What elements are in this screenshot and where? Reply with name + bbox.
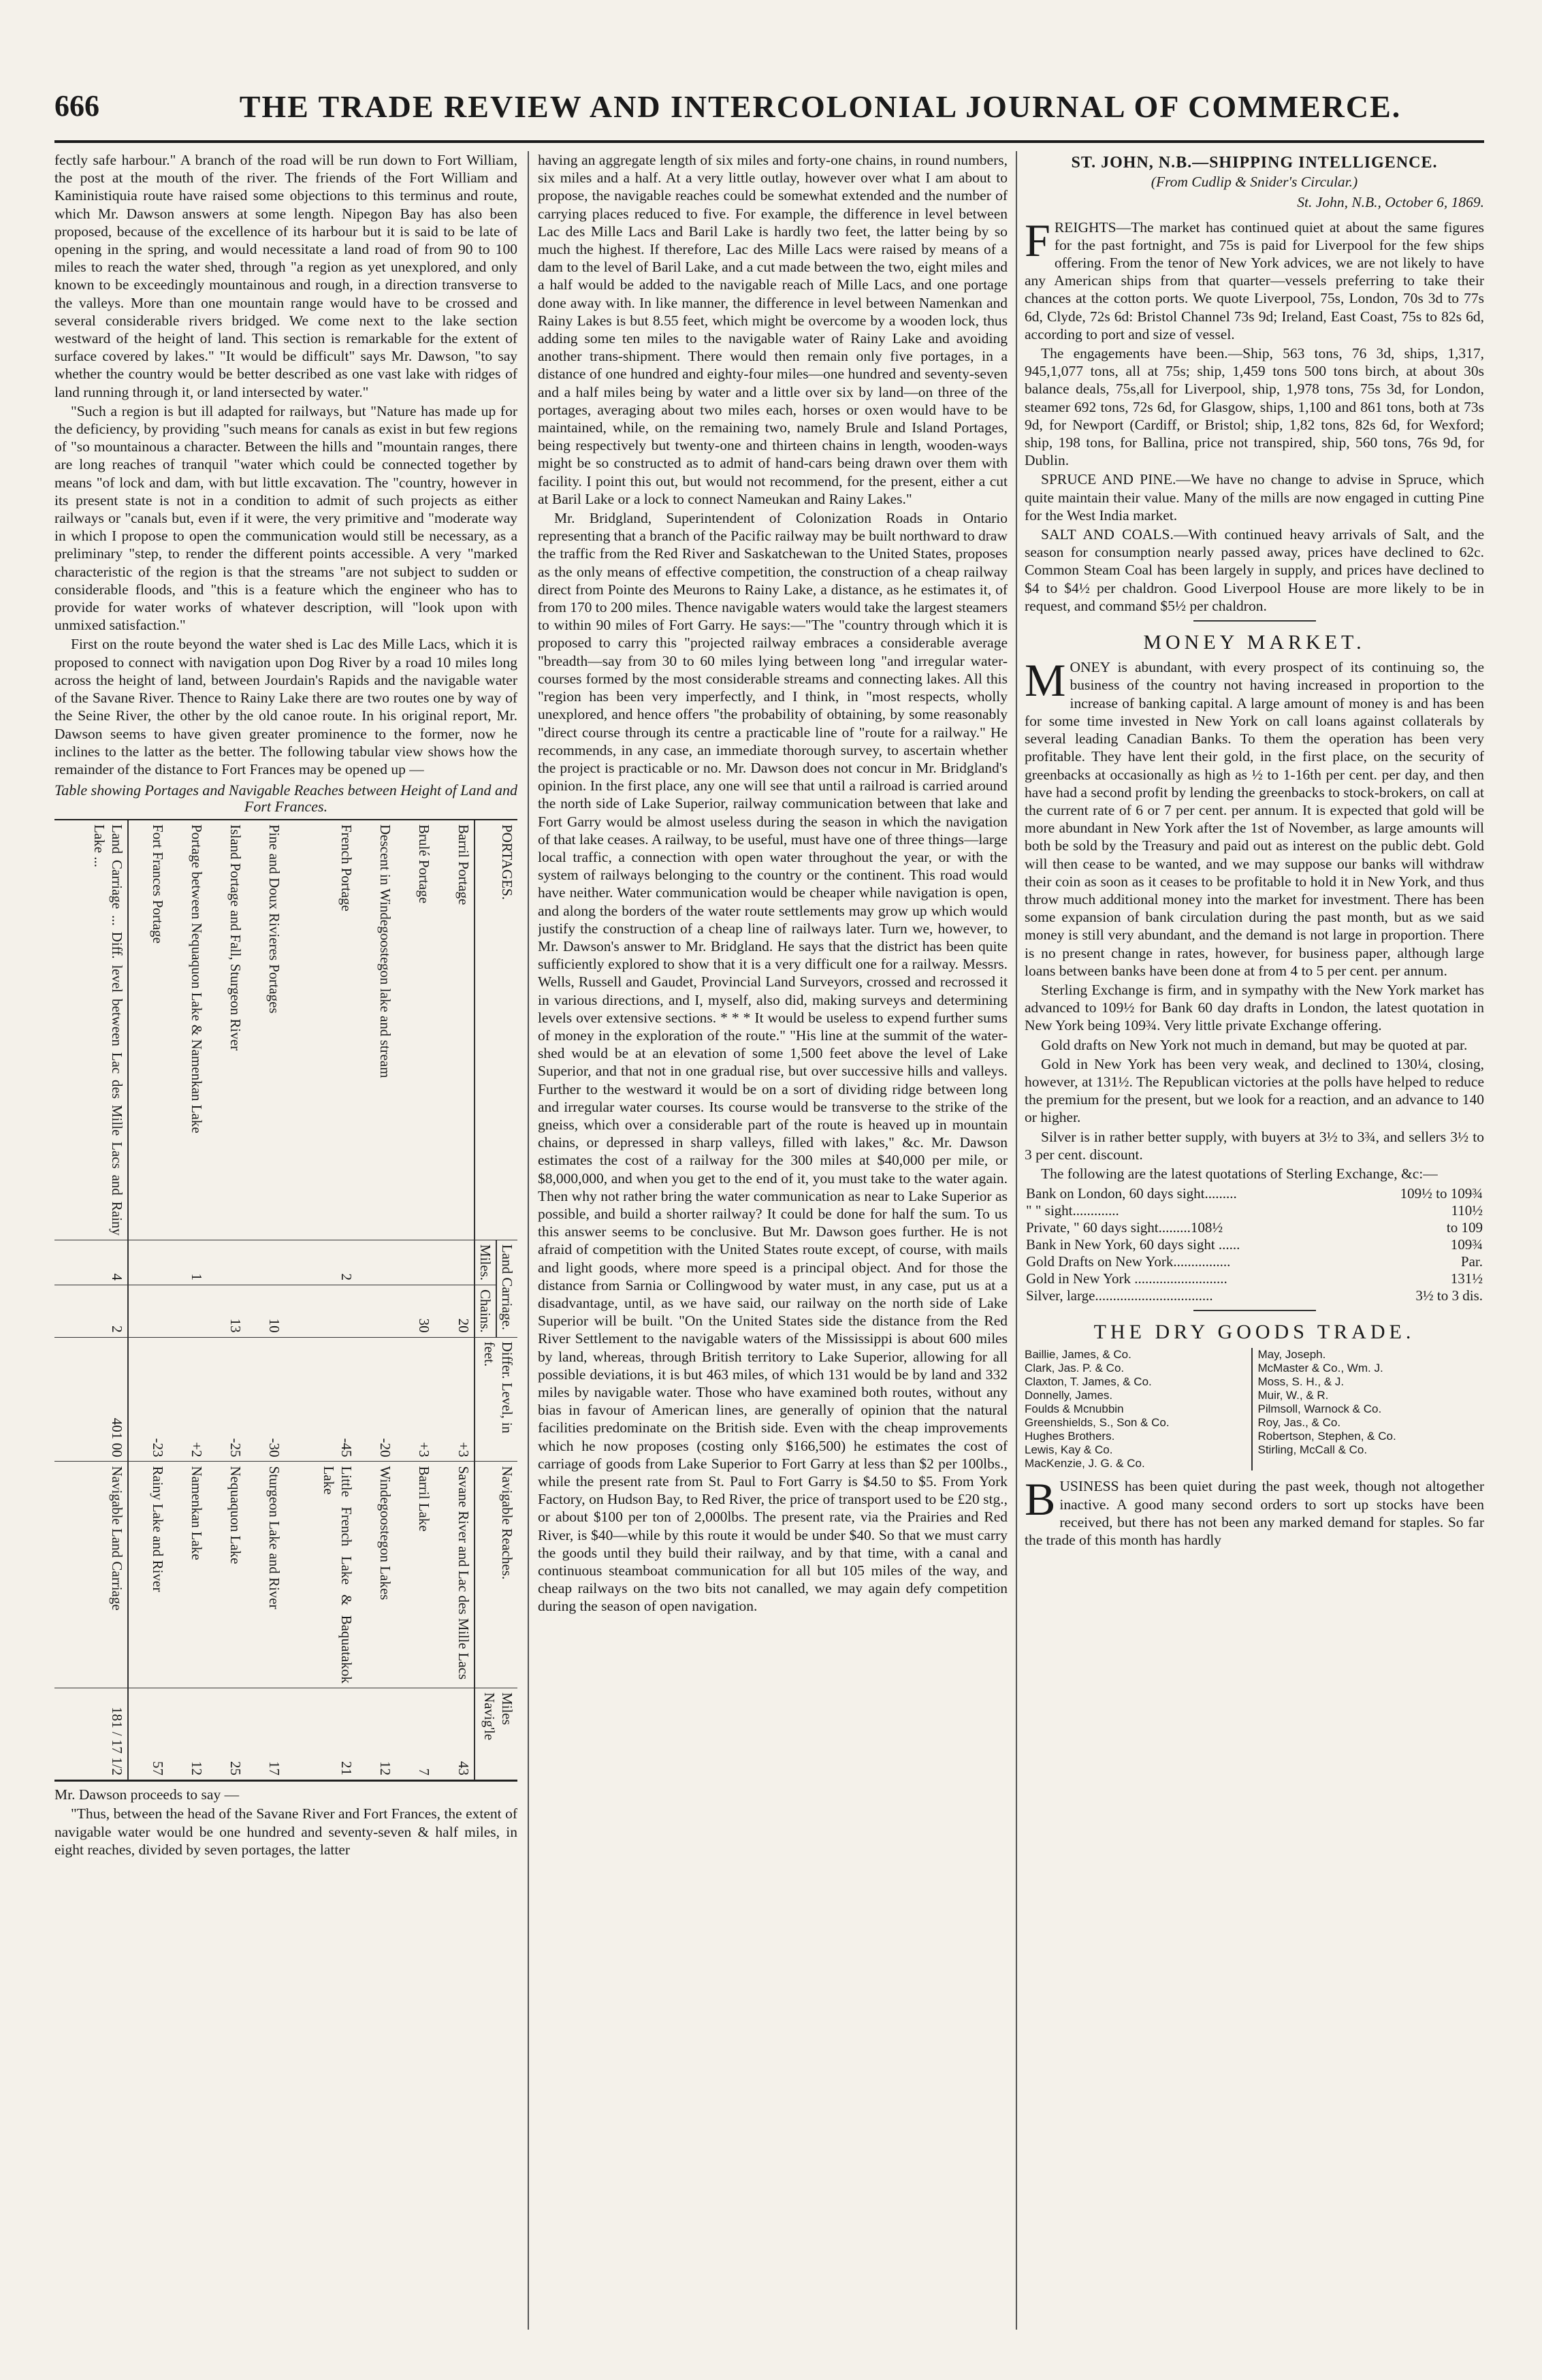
portage-miles: [246, 1240, 285, 1285]
column-divider: [528, 151, 529, 2330]
quote-value: 3½ to 3 dis.: [1415, 1287, 1483, 1304]
table-row: [246, 820, 285, 1780]
quote-value: 109¾: [1450, 1236, 1483, 1253]
firm-item: Stirling, McCall & Co.: [1257, 1443, 1368, 1457]
portage-chains: [357, 1285, 396, 1338]
reach-miles: 17: [246, 1688, 285, 1780]
money-paragraph-5: Silver is in rather better supply, with buyers at 3½ to 3¾, and sellers 3½ to 3 per cent. discount.: [1025, 1128, 1484, 1163]
portage-level: -20: [357, 1337, 396, 1462]
total-chains: 2: [54, 1285, 128, 1338]
table-total-row: [54, 820, 128, 1780]
portage-miles: [357, 1240, 396, 1285]
portage-name: Pine and Doux Rivieres Portages: [246, 820, 285, 1240]
shipping-section-title: ST. JOHN, N.B.—SHIPPING INTELLIGENCE.: [1071, 154, 1438, 172]
portage-name: Descent in Windegoostegon lake and stream: [357, 820, 396, 1240]
section-rule: [1193, 620, 1316, 622]
table-row: [128, 820, 168, 1780]
shipping-source: (From Cudlip & Snider's Circular.): [1151, 174, 1358, 191]
table-row: [285, 820, 357, 1780]
money-text-1: ONEY is abundant, with every prospect of its continuing so, the business of the country not having increased in proportion to the increase of banking capital. A large amount of money is and has been for some time invested in New York on call loans against collaterals by several leading Canadian Banks. To them the operation has been very profitable. They have lent their gold, in the first place, on the security of greenbacks at occasionally as high as ½ to 1-16th per cent. per day, and then have had a second profit by lending the greenbacks to stock-brokers, on call at the current rate of 6 or 7 per cent. per annum. It is expected that gold will be more abundant in New York after the 1st of November, as large amounts will both be sold by the Treasury and paid out as interest on the public debt. Gold will then cease to be wanted, and we may suppose our banks will withdraw their coin as soon as it ceases to be profitable to hold it in New York, and thus throw much additional money into the market for investment. There has been some expansion of bank circulation during the past month, but as we said money is still very abundant, and the demand is not large in proportion. There is no present change in rates, however, for business paper, although large loans between banks have been done at from 4 to 5 per cent. per annum.: [1025, 659, 1484, 979]
quote-row: [1025, 1287, 1484, 1304]
portage-miles: 1: [168, 1240, 207, 1285]
journal-title: THE TRADE REVIEW AND INTERCOLONIAL JOURNAL OF COMMERCE.: [239, 89, 1402, 124]
firm-item: Greenshields, S., Son & Co.: [1025, 1416, 1170, 1430]
reach-name: Nequaquon Lake: [207, 1462, 246, 1688]
dropcap-f: F: [1025, 214, 1050, 266]
col1-paragraph-4: Mr. Dawson proceeds to say —: [54, 1786, 240, 1803]
portage-chains: 10: [246, 1285, 285, 1338]
reach-name: Little French Lake & Baquatakok Lake: [285, 1462, 357, 1688]
portage-level: -25: [207, 1337, 246, 1462]
quote-label: Private, " 60 days sight.........108½: [1026, 1219, 1223, 1236]
column-3: [1025, 151, 1484, 2350]
firm-item: Clark, Jas. P. & Co.: [1025, 1362, 1125, 1375]
header-rule: [54, 140, 1484, 143]
reach-name: Sturgeon Lake and River: [246, 1462, 285, 1688]
money-market-title: MONEY MARKET.: [1143, 631, 1366, 654]
quote-value: 109½ to 109¾: [1400, 1185, 1483, 1202]
firm-item: Baillie, James, & Co.: [1025, 1348, 1131, 1362]
firm-item: Moss, S. H., & J.: [1257, 1375, 1345, 1389]
quote-value: Par.: [1460, 1253, 1483, 1270]
total-miles: 4: [54, 1240, 128, 1285]
reach-miles: 57: [128, 1688, 168, 1780]
portage-name: Brulé Portage: [396, 820, 434, 1240]
shipping-dateline: St. John, N.B., October 6, 1869.: [1297, 194, 1484, 211]
portage-miles: [128, 1240, 168, 1285]
total-nav: 181 / 17 1/2: [54, 1688, 128, 1780]
money-paragraph-3: Gold drafts on New York not much in demand, but may be quoted at par.: [1041, 1036, 1468, 1053]
reach-name: Savane River and Lac des Mille Lacs: [434, 1462, 475, 1688]
th-portages: PORTAGES.: [475, 820, 517, 1240]
dry-goods-title: THE DRY GOODS TRADE.: [1093, 1321, 1415, 1344]
total-label: Land Carriage ... Diff. level between Lac des Mille Lacs and Rainy Lake ...: [54, 820, 128, 1240]
portage-level: -23: [128, 1337, 168, 1462]
quote-row: [1025, 1236, 1484, 1253]
th-miles: Miles.: [475, 1240, 496, 1285]
firm-item: McMaster & Co., Wm. J.: [1257, 1362, 1383, 1375]
quote-row: [1025, 1185, 1484, 1202]
column-2: [538, 151, 1008, 2350]
reach-miles: 7: [396, 1688, 434, 1780]
column-divider: [1016, 151, 1017, 2330]
quote-label: " " sight.............: [1026, 1202, 1119, 1219]
salt-paragraph: SALT AND COALS.—With continued heavy arrivals of Salt, and the season for consumption nearly passed away, prices have declined to 62c. Common Steam Coal has been largely in supply, and prices have declined to $4 to $4½ per chaldron. Good Liverpool House are more likely to be in request, and command $5½ per chaldron.: [1025, 526, 1484, 614]
portage-name: Barril Portage: [434, 820, 475, 1240]
quotes-intro: The following are the latest quotations of Sterling Exchange, &c:—: [1041, 1165, 1438, 1182]
firm-item: MacKenzie, J. G. & Co.: [1025, 1457, 1145, 1470]
column-1: [54, 151, 517, 2350]
col1-paragraph-3: First on the route beyond the water shed is Lac des Mille Lacs, which it is proposed to connect with navigation upon Dog River by a road 10 miles long across the height of land, between Jourdain's Rapids and the navigable water of the Savane River. Thence to Rainy Lake there are two routes one by way of the Seine River, the other by the old canoe route. In his original report, Mr. Dawson seems to have given greater prominence to the former, now he inclines to the latter as the better. The following tabular view shows how the remainder of the distance to Fort Frances may be opened up —: [54, 636, 517, 777]
th-nav-miles: Miles Navig'le: [475, 1688, 517, 1780]
firm-item: Pilmsoll, Warnock & Co.: [1257, 1402, 1382, 1416]
money-paragraph-2: Sterling Exchange is firm, and in sympathy with the New York market has advanced to 109½ for Bank 60 day drafts in London, the latest quotation in New York being 109¾. Very little private Exchange offering.: [1025, 981, 1484, 1034]
portage-level: -45: [285, 1337, 357, 1462]
th-chains: Chains.: [475, 1285, 496, 1338]
portage-level: -30: [246, 1337, 285, 1462]
quote-row: [1025, 1219, 1484, 1236]
portage-miles: [434, 1240, 475, 1285]
freights-text: REIGHTS—The market has continued quiet at about the same figures for the past fortnight, and 75s is paid for Liverpool for the few ships offering. From the tenor of New York advices, we are not likely to have any American ships from that quarter—vessels preferring to take their chances at the cotton ports. We quote Liverpool, 75s, London, 70s 3d to 77s 6d, Clyde, 72s 6d: Bristol Channel 73s 9d; Ireland, East Coast, 75s to 82s 6d, according to port and size of vessel.: [1025, 219, 1484, 342]
table-row: [396, 820, 434, 1780]
table-caption: Table showing Portages and Navigable Reaches between Height of Land and Fort Frances.: [54, 782, 517, 816]
spruce-paragraph: SPRUCE AND PINE.—We have no change to advise in Spruce, which quite maintain their value. Many of the mills are now engaged in cutting Pine for the West India market.: [1025, 471, 1484, 524]
dropcap-b: B: [1025, 1473, 1056, 1526]
quote-value: to 109: [1446, 1219, 1483, 1236]
portage-miles: 2: [285, 1240, 357, 1285]
dropcap-m: M: [1025, 654, 1066, 707]
portage-chains: 20: [434, 1285, 475, 1338]
col2-paragraph-1: having an aggregate length of six miles and forty-one chains, in round numbers, six miles and a half. At a very little outlay, however over what I am about to propose, the navigable reaches could be somewhat extended and the number of carrying places reduced to five. For example, the difference in level between Lac des Mille Lacs and Baril Lake is hardly two feet, the latter being by so much the highest. If therefore, Lac des Mille Lacs were raised by means of a dam to the level of Baril Lake, and a cut made between the two, eight miles and a half would be added to the navigable reach of Mille Lacs, and one portage done away with. In like manner, the difference in level between Namenkan and Rainy Lakes is but 8.55 feet, which might be overcome by a wooden lock, thus adding some ten miles to the navigable water of Rainy Lake and avoiding another trans-shipment. There would then remain only five portages, in a distance of one hundred and eighty-four miles—one hundred and seventy-seven and a half miles being by water and a little over six by land—on three of the portages, averaging about two miles each, horses or oxen would have to be maintained, while, on the remaining two, namely Brule and Island Portages, being respectively but twenty-one and thirteen chains in length, wooden-ways might be so constructed as to admit of hand-cars being drawn over them with facility. I point this out, but would not recommend, for the present, either a cut at Baril Lake or a lock to connect Nameukan and Rainy Lakes.": [538, 152, 1008, 507]
col1-paragraph-1: fectly safe harbour." A branch of the road will be run down to Fort William, the post at the mouth of the river. The friends of the Fort William and Kaministiquia route have raised some objections to this terminus and route, which Mr. Dawson answers at some length. Nipegon Bay has also been proposed, because of the excellence of its harbour but it is said to be late of opening in the spring, and would necessitate a land road of from 90 to 100 miles to reach the water shed, through "a region as yet unexplored, and only known to be exceedingly mountainous and rough, in a direction transverse to the valleys. More than one mountain range would have to be crossed and several considerable rivers bridged. We come next to the lake section westward of the height of land. This section is remarkable for the extent of surface covered by lakes." "It would be difficult" says Mr. Dawson, "to say whether the country would be better described as one vast lake with ridges of land running through it, or land intersected by water.": [54, 152, 517, 400]
portage-miles: [396, 1240, 434, 1285]
reach-miles: 21: [285, 1688, 357, 1780]
section-rule: [1193, 1310, 1316, 1311]
col2-paragraph-2: Mr. Bridgland, Superintendent of Colonization Roads in Ontario representing that a branch of the Pacific railway may be built northward to draw the traffic from the Red River and Saskatchewan to the United States, proposes as the only means of effective competition, the construction of a cheap railway direct from Pointe des Meurons to Rainy Lake, a distance, as he estimates it, of from 170 to 200 miles. Thence navigable waters would take the largest steamers to within 90 miles of Fort Garry. He says:—"The "country through which it is proposed to carry this "projected railway embraces a considerable average "breadth—say from 30 to 60 miles lying between long "and irregular water-courses formed by the most considerable streams and connecting lakes. All this "region has been very imperfectly, and I think, in "most respects, wholly unexplored, and hence offers "the probability of obtaining, by some reasonably "direct course through its centre a practicable line of "route for a railway." He recommends, in any case, an immediate thorough survey, to ascertain whether the project is practicable or no. Mr. Dawson does not concur in Mr. Bridgland's opinion. In the first place, any one will see that until a railroad is carried around the north side of Lake Superior, railway communication between that lake and Fort Garry would be almost useless during the season in which the navigation of that lake ceases. A railway, to be useful, must have one of three things—large local traffic, a connection with open water throughout the year, or with the system of railways belonging to the country or the continent. This road would have neither. Water communication would be cheaper while navigation is open, and along the borders of the water route settlements may grow up which would justify the construction of a cheap line of railways later. Turn we, however, to Mr. Dawson's answer to Mr. Bridgland. He says that the district has been quite sufficiently explored to show that it is a very difficult one for a railway. Messrs. Wells, Russell and Gaudet, Provincial Land Surveyors, crossed and recrossed it in various directions, and I, myself, also did, making surveys and determining levels over extensive sections. * * * It would be useless to expend further sums of money in the exploration of the route." "His line at the summit of the water-shed would be at an elevation of some 1,500 feet above the level of Lake Superior, and that not in one gradual rise, but over successive hills and valleys. Further to the westward it would be on a sort of dividing ridge between long and irregular water courses. Its course would be transverse to the strike of the gneiss, which over a considerable part of the route is heaved up in mountain chains, or depressed in sharp valleys, filled with lakes," &c. Mr. Dawson estimates the cost of a railway for the 300 miles at $40,000 per mile, or $8,000,000, and when you get to the end of it, you must take to the water again. Then why not rather bring the water communication as near to Lake Superior as possible, and build a shorter railway? It could be done for half the sum. To us this answer seems to be conclusive. But Mr. Dawson goes further. He is not afraid of competition with the United States route except, of course, with mails and light goods, where more speed is a principal object. And for those the distance from Sarnia or Collingwood by water must, in any case, put us at a disadvantage, until, as we have said, our railway on the north side of Lake Superior will be built. "On the United States side the distance from the Red River Settlement to the navigable waters of the Mississippi is about 600 miles by land, whereas, through British territory to Lake Superior, allowing for all possible deviations, it is but 463 miles, of which 131 would be by land and 332 miles by navigable water. Those who have examined both routes, without any bias in favour of American lines, are generally of opinion that the natural facilities predominate on the British side. Even with the cheap improvements which he now proposes (costing only $166,500) he estimates the cost of carriage of goods from Lake Superior to Fort Garry at less than $2 per 100lbs., while the present rate from St. Paul to Fort Garry is $4.50 to $5. From York Factory, on Hudson Bay, to Red River, the price of transport used to be £20 stg., or about $100 per ton of 2,000lbs. The present rate, via the Prairies and Red River, is $40—while by this route it would be under $40. So that we must carry the goods until they build their railway, and by that time, with a canal and continuous steamboat communication for all but 105 miles of the way, and cheap railways on the two bits not canalled, we may again defy competition during the season of open navigation.: [538, 510, 1008, 1615]
reach-name: Barril Lake: [396, 1462, 434, 1688]
money-paragraph-4: Gold in New York has been very weak, and declined to 130¼, closing, however, at 131½. The Republican victories at the polls have helped to reduce the premium for the present, but we look for a reaction, and an advance to 140 or higher.: [1025, 1055, 1484, 1126]
quote-label: Silver, large.................................: [1026, 1287, 1213, 1304]
portage-name: Portage between Nequaquon Lake & Namenkan Lake: [168, 820, 207, 1240]
firm-item: Roy, Jas., & Co.: [1257, 1416, 1341, 1430]
portage-name: Island Portage and Fall, Sturgeon River: [207, 820, 246, 1240]
firm-item: Lewis, Kay & Co.: [1025, 1443, 1113, 1457]
quote-row: [1025, 1202, 1484, 1219]
firms-left-list: [1025, 1348, 1251, 1470]
freights-paragraph: [1025, 214, 1484, 343]
portage-miles: [207, 1240, 246, 1285]
quote-label: Bank on London, 60 days sight.........: [1026, 1185, 1237, 1202]
portages-table: [54, 820, 517, 1780]
firm-item: May, Joseph.: [1257, 1348, 1326, 1362]
table-row: [207, 820, 246, 1780]
firm-item: Robertson, Stephen, & Co.: [1257, 1430, 1396, 1443]
portage-chains: [168, 1285, 207, 1338]
reach-miles: 25: [207, 1688, 246, 1780]
col1-paragraph-5: "Thus, between the head of the Savane River and Fort Frances, the extent of navigable water would be one hundred and seventy-seven & half miles, in eight reaches, divided by seven portages, the latter: [54, 1805, 517, 1858]
business-paragraph: [1025, 1473, 1484, 1549]
table-row: [434, 820, 475, 1780]
portage-chains: [128, 1285, 168, 1338]
reach-name: Namenkan Lake: [168, 1462, 207, 1688]
portage-level: +3: [396, 1337, 434, 1462]
exchange-quotes-table: [1025, 1185, 1484, 1304]
portage-chains: 13: [207, 1285, 246, 1338]
reach-miles: 12: [357, 1688, 396, 1780]
firm-item: Donnelly, James.: [1025, 1389, 1113, 1402]
reach-name: Rainy Lake and River: [128, 1462, 168, 1688]
th-land-carriage: Land Carriage.: [496, 1240, 517, 1338]
portage-level: +2: [168, 1337, 207, 1462]
reach-name: Windegoostegon Lakes: [357, 1462, 396, 1688]
portage-name: Fort Frances Portage: [128, 820, 168, 1240]
firms-right-list: [1251, 1348, 1485, 1470]
quote-row: [1025, 1270, 1484, 1287]
col1-paragraph-2: "Such a region is but ill adapted for railways, but "Nature has made up for the deficiency, by providing "such means for canals as exist in but few regions of "so mountainous a character. Between the hills and "mountain ranges, there are long reaches of tranquil "water which could be connected together by means "of lock and dam, with but little excavation. The "country, however in its present state is not in a condition to admit of such projects as either railways or "canals but, even if it were, the very primitive and "moderate way in which I propose to open the communication would still be necessary, as a preliminary "step, to render the different points accessible. A very "marked characteristic of the region is that the streams "are not subject to sudden or considerable floods, and "this is a feature which the engineer who has to provide for water works of whatever description, will "look upon with unmixed satisfaction.": [54, 402, 517, 634]
page-number: 666: [54, 89, 99, 123]
firm-item: Hughes Brothers.: [1025, 1430, 1115, 1443]
portage-chains: [285, 1285, 357, 1338]
firms-list: [1025, 1348, 1484, 1470]
portages-table-rotated: [54, 820, 517, 1780]
th-level: Differ. Level, in feet.: [475, 1337, 517, 1462]
total-level: 401 00: [54, 1337, 128, 1462]
firm-item: Foulds & Mcnubbin: [1025, 1402, 1124, 1416]
table-row: [168, 820, 207, 1780]
quote-row: [1025, 1253, 1484, 1270]
quote-label: Gold in New York ..........................: [1026, 1270, 1227, 1287]
page-header: [54, 89, 1484, 136]
portage-name: French Portage: [285, 820, 357, 1240]
th-reaches: Navigable Reaches.: [475, 1462, 517, 1688]
business-text: USINESS has been quiet during the past week, though not altogether inactive. A good many second orders to sort up stocks have been received, but there has not been any marked demand for staples. So far the trade of this month has hardly: [1025, 1478, 1484, 1548]
total-reach: Navigable Land Carriage: [54, 1462, 128, 1688]
engagements-paragraph: The engagements have been.—Ship, 563 tons, 76 3d, ships, 1,317, 945,1,077 tons, all at 75s; ship, 1,459 tons 500 tons birch, at about 30s balance deals, 75s,all for Liverpool, ship, 1,978 tons, 75s 3d, for London, steamer 692 tons, 72s 6d, for Glasgow, ships, 1,100 and 861 tons, both at 73s 9d, for Newport (Cardiff, or Bristol; ship, 1,82 tons, 82s 6d, for Wexford; ship, 198 tons, for Ballina, price not transpired, ship, 560 tons, 76s 9d, for Dublin.: [1025, 345, 1484, 469]
portage-level: +3: [434, 1337, 475, 1462]
firm-item: Claxton, T. James, & Co.: [1025, 1375, 1152, 1389]
table-row: [357, 820, 396, 1780]
money-paragraph-1: [1025, 654, 1484, 980]
quote-label: Gold Drafts on New York................: [1026, 1253, 1231, 1270]
quote-label: Bank in New York, 60 days sight ......: [1026, 1236, 1240, 1253]
firm-item: Muir, W., & R.: [1257, 1389, 1329, 1402]
reach-miles: 43: [434, 1688, 475, 1780]
portage-chains: 30: [396, 1285, 434, 1338]
reach-miles: 12: [168, 1688, 207, 1780]
quote-value: 110½: [1451, 1202, 1483, 1219]
quote-value: 131½: [1450, 1270, 1483, 1287]
portages-table-block: [54, 819, 517, 1782]
